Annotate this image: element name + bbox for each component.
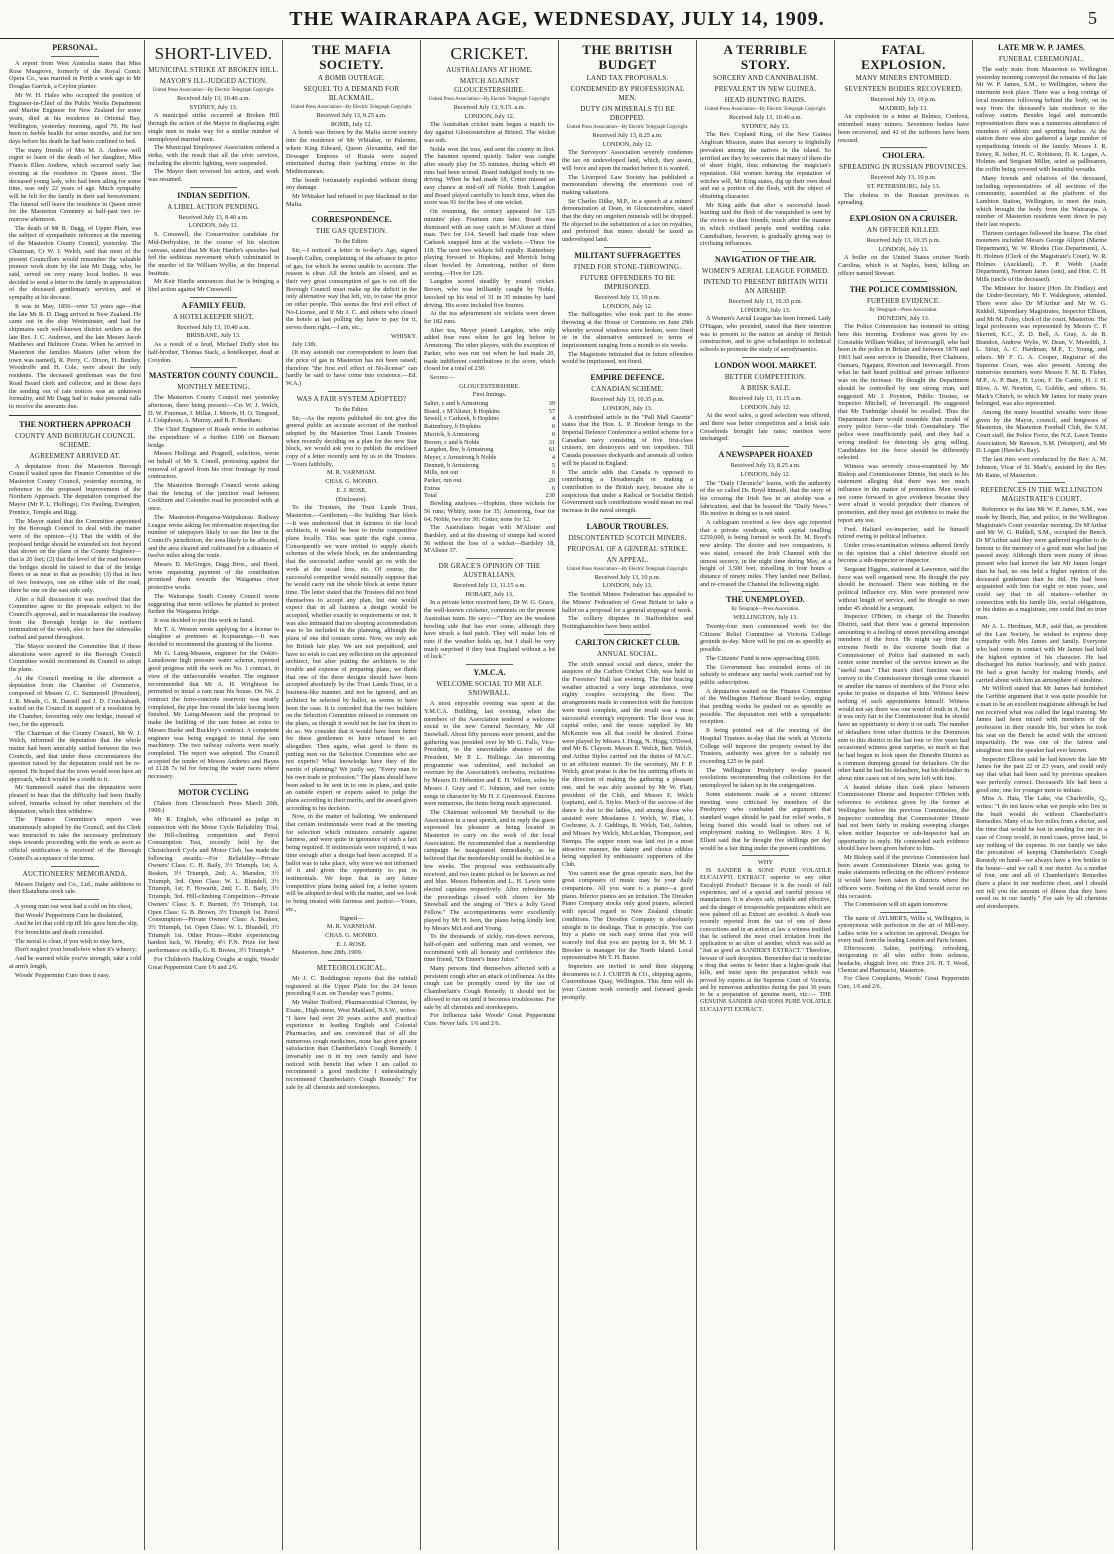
paragraph: A Women's Aerial League has been formed. Lady O'Hagan, who presided, stated that their intention was to present to the nation an airship of British construction, and to give scholarships to technical schools to promote the study of aerodynamics. (700, 315, 832, 354)
paragraph: The sixth annual social and dance, under the auspices of the Carlton Cricket Club, was held in the Foresters' Hall last evening. The fine bracing weather attracted a very large attendance, over eighty couples occupying the floor. The arrangements made in connection with the function were most complete, and the result was a most successful evening's enjoyment. The floor was in capital order, and the music supplied by Mr McKenzie was all that could be desired. Extras were played by Misses J. Hogg, N. Hogg, O'Dowd, and Mr B. Clayson. Messrs E. Welch, Bert. Welch, and Arthur Styles carried out the duties of M.'s.C. in an efficient manner. To the secretary, Mr F. P. Welch, great praise is due for his untiring efforts in the direction of making the gathering a pleasant one, and he was ably assisted by Mr W. Platt, president of the Club, and Messrs E. Welch (captain), and A. Styles. Much of the success of the dance is due to the ladies, and among those who assisted were Mesdames J. Welch, W. Platt, J. Cochrane, A. J. Giddings, B. Welch, Tait, Ashton, and Misses Ivy Welch, McLachlan, Thompson, and Stempa. The supper room was laid out in a most attractive manner, the dainty and choice edibles being supplied by enthusiastic supporters of the Club. (562, 660, 693, 868)
column-4 (420, 40, 558, 1550)
signed-label: Signed— (339, 914, 364, 922)
subhead: A LIBEL ACTION PENDING. (167, 202, 260, 211)
paragraph: For Influenza take Woods' Great Peppermint Cure. Never fails. 1/6 and 2/6. (424, 1012, 555, 1027)
column-1 (6, 40, 144, 1550)
subhead: SPREADING IN RUSSIAN PROVINCES. (839, 163, 968, 172)
dateline: ROME, July 12. (330, 120, 373, 128)
headline-ymca: Y.M.C.A. (473, 668, 506, 678)
paragraph: Mr Walter Trafford, Pharmaceutical Chemist, by Exam., High-street, West Maitland, N.S.W., writes: "I have had over 20 years active and practical experience in leading English and Colonial Pharmacies, and am convinced that of all the numerous cough medicines, none has given greater satisfaction than Chamberlain's Cough Remedy. I invariably use it in my own family and have noticed with benefit that when I am called to recommend a good medicine I unhesitatingly recommend Chamberlain's Cough Remedy." For sale by all chemists and storekeepers. (286, 999, 417, 1091)
headline-family-feud: A FAMILY FEUD. (181, 300, 246, 310)
column-2 (144, 40, 282, 1550)
paragraph: Many persons find themselves affected with a persistent cough after an attack of influenza. As this cough can be promptly cured by the use of Chamberlain's Cough Remedy, it should not be allowed to run on until it becomes troublesome. For sale by all chemists and storekeepers. (424, 965, 555, 1011)
subhead: SEQUEL TO A DEMAND FOR BLACKMAIL. (303, 85, 400, 102)
headline-indian-sedition: INDIAN SEDITION. (177, 190, 250, 200)
poem-line: And he let that cold rip till life gave him the slip, (15, 920, 139, 928)
subhead: BETTER COMPETITION. (724, 372, 807, 381)
dateline: Received July 13, 8.25 a.m. (730, 462, 801, 470)
paragraph: The Minister for Justice (Hon. Dr Findlay) and the Under-Secretary, Mr F. Waldegrave, attended. There were also Dr M'Arthur and Mr W. G. Riddell, Stipendiary Magistrates, Inspector Ellison, and Mr M. Foley, clerk of the court, Masterton. The legal profession was represented by Messrs C. P. Skerrett, K.C., Z. D. Bell, A. Gray, A. de B. Brandon, Andrew Wylie, W. Dean, V. Meredith, J. L. Stout, A. C. Hardman, M.P., T. Young, and others. Mr F. G. A. Cooper, Registrar of the Supreme Court, was also present. Among the numerous mourners were Messrs F. M. B. Fisher, M.P., A. P. Bate, H. Lyon, F. De Castro, H. J. H. Blow, A. W. Newton, G. Gobble, and others. St. Mark's Church, to which Mr James for many years belonged, was also represented. (976, 284, 1107, 408)
subhead: AN OFFICER KILLED. (866, 226, 940, 235)
headline-explosion-cruiser: EXPLOSION ON A CRUISER. (849, 214, 958, 224)
paragraph: The Scottish Miners Federation has appealed to the Miners' Federation of Great Britain to take a ballot on a proposal for a general stoppage of work. (562, 591, 693, 614)
paragraph: It was decided to put this work in hand. (154, 616, 254, 624)
subhead: AN APPEAL. (606, 555, 649, 564)
paragraph: The Citizens' Fund is now approaching £600. (706, 654, 821, 662)
dateline: LONDON, July 13. (602, 582, 653, 590)
dateline: LONDON, July 13. (878, 245, 929, 253)
paragraph: The Rev. Copland King, of the New Guinea Anglican Mission, states that sorcery is frightfully prevalent among the natives in the island. So terrified are they by sorcerers that many of them die of sheer fright, thus enhancing the magician's reputation. Old women having the reputation of witches will, Mr King states, dig up their own dead and eat a portion of the flesh, with the object of obtaining character. (700, 131, 831, 201)
to-editor: To the Editor. (334, 238, 369, 246)
dateline: LONDON, July 13. (740, 306, 791, 314)
paragraph: Noble won the toss, and sent the county in first. The batsmen opened quietly. Salter was caught after steady play for 55 minutes, during which 49 runs had been scored. Board indulged freely in on-driving. When he had made 18, Cotter missed an easy chance at mid-off off Noble. Both Langdon and Board played carefully to lunch time, when the score was 91 for the loss of one wicket. (424, 145, 555, 207)
headline-correspondence: CORRESPONDENCE. (311, 215, 392, 225)
headline-cholera: CHOLERA. (882, 151, 925, 161)
score-row: Langdon, lbw, b Armstrong 61 (424, 446, 555, 454)
paragraph: The Masterton Borough Council wrote asking that the fencing of the junction road between Cockburn and Colombo road be proceeded with at once. (148, 482, 279, 513)
dateline: LONDON, July 12. (740, 470, 791, 478)
paragraph: A heated debate then took place between Commissioner Dinnie and Inspector O'Brien with reference to evidence given by the former at Wellington before the previous Commission, the Inspector contending that Commissioner Dinnie had not been fairly in making sweeping charges when neither Inspector or sub-Inspector had an opportunity to reply. He contended such evidence should have been given before to him. (838, 783, 969, 853)
subhead: A BRISK SALE. (740, 383, 791, 392)
paragraph: Among the many beautiful wreaths were those given by the Mayor, council, and burgesses of Masterton, the Masterton Football Club, the S.M. Court staff, the Police Force, the N.Z. Lawn Tennis Association, Mr Rawson, S.M. (Westport), and Mr D. Logan (Hawke's Bay). (976, 408, 1107, 455)
dateline: DUNEDIN, July 13. (877, 314, 930, 322)
paragraph: After tea, Meyer joined Langdon, who only added four runs when he got leg before to Armstrong. The other players, with the exception of Parker, who was run out when he had made 20, made indifferent contributions to the score, which closed for a total of 230. (424, 326, 555, 373)
paragraph: The Mayor secured the Committee that if these alterations were agreed to the Borough Council Committee would recommend its Council to adopt the plans. (9, 642, 141, 673)
paragraph: The Suffragettes who took part in the stone-throwing at the House of Commons on June 29th whereby several windows were broken, were fined or in the alternative sentenced to terms of imprisonment ranging from a month to six weeks. (562, 311, 693, 350)
signature: WHISKY. (391, 332, 417, 340)
dateline: LONDON, July 12. (740, 403, 791, 411)
signature: CHAS. G. MONRO. (325, 931, 378, 939)
score-table (424, 400, 555, 500)
paragraph: The death of Mr R. Dagg, of Upper Plain, was the subject of sympathetic reference at the meeting of the Masterton County Council, yesterday. The Chairman, Cr W. J. Welch, said that most of the present Councillors would remember the valuable pioneer work done by the late Mr Dagg, who, he said, served on very many local bodies. It was decided to send a letter to the family in appreciation of the deceased gentleman's services, and of sympathy at his decease. (9, 224, 141, 302)
score-row: Mills, not out 0 (424, 469, 555, 477)
paragraph: (It may astonish our correspondent to learn that the price of gas in Masterton has not been raised; therefore "the first evil effect of No-license" can hardly be said to have come into existence.—Ed. W.A.) (286, 349, 417, 388)
subhead: COUNTY AND BOROUGH COUNCIL SCHEME. (15, 431, 135, 449)
score-row: Parker, run out 20 (424, 477, 555, 485)
headline-british-budget: THE BRITISH BUDGET (582, 42, 673, 72)
headline-northern-approach: THE NORTHERN APPROACH (19, 419, 131, 429)
dateline: Received July 13, 11.15 a.m. (729, 394, 802, 402)
paragraph: A report from West Australia states that Miss Rose Musgrove, formerly of the Royal Comic Opera Co., was married in Perth a week ago to Mr Douglas Garrick, a Ceylon planter. (9, 60, 141, 91)
poem-line: And be warned while you've strength, take a cold at arm's length, (9, 955, 141, 970)
signature: CHAS. G. MONRO. (325, 478, 378, 486)
paragraph: The Chairman of the County Council, Mr W. J. Welch, informed the deputation that the whole matter had been amicably settled between the two Councils, and that under these circumstances the question raised by the deputation could not be re-opened. He hoped that the town would soon have an approach, which would be a credit to it. (9, 729, 141, 783)
paragraph: Fred. Haliard ex-inspector, said he himself retired owing to political influence. (838, 525, 969, 541)
paragraph: A bomb was thrown by the Mafia secret society into the residence of Mr Whitaker, in Palermo, where King Edward, Queen Alexandra, and the Dowager Empress of Russia were stayed entertained during their yachting cruise in the Mediterranean. (286, 129, 417, 175)
paragraph: Now, in the matter of balloting. We understand that certain testimonials were read at the meeting for selection which ministers certainly against fairness, and were quite in ignorance of such a fact being required. If testimonials were required, it was time enough after a design had been accepted. If a ballot was to take place, why were we not informed of it and given the opportunity to put in testimonials. We hope that in any future competitive plans being asked for, a better system will be adopted to deal with the matter, and we look to being treated with fairness and justice.—Yours, etc., (286, 813, 417, 913)
paragraph: Messrs Hollings and Pragnell, solicitors, wrote on behalf of Mr S. Conoll, protesting against the removal of gravel from his river frontage by road contractors. (148, 450, 279, 481)
subhead: A BOMB OUTRAGE. (318, 74, 385, 82)
paragraph: The Magistrate intimated that in future offenders would be imprisoned, not fined. (562, 350, 693, 366)
subhead: WELCOME SOCIAL TO MR ALF. SNOWBALL. (436, 680, 543, 698)
headline-newspaper-hoaxed: A NEWSPAPER HOAXED (718, 450, 813, 460)
paragraph: Mr A. L. Herdman, M.P., said that, as president of the Law Society, he wished to express deep sympathy with Mrs James and family. Everyone who had come in contact with Mr James had held the highest opinion of his character. He had discharged his duties fearlessly, and with justice. He had a great faculty for making friends, and carried about with him an atmosphere of sunshine. (976, 622, 1107, 684)
headline-late-mr-james: LATE MR W. P. JAMES. (998, 43, 1085, 52)
headline-carlton-cricket-club: CARLTON CRICKET CLUB. (575, 637, 680, 647)
credit-line: By Telegraph—Press Association. (731, 607, 800, 613)
paragraph: The Wairarapa South County Council wrote suggesting that more willows be planted to protect further the Waiganua bridge. (148, 592, 279, 616)
dateline: Received July 13, 10.35 p.m. (866, 237, 941, 245)
subhead: LAND TAX PROPOSALS. (586, 74, 669, 82)
paragraph: Sir,—I noticed a letter in to-day's Age, signed Joseph Cullen, complaining of the advance in price of gas, for which he seems unable to account. The reason is clear. All the hotels are closed, and as their very great consumption of gas is cut off the Borough Council must make up the deficit in the only alternative way that left, viz, to raise the price on other people. This seems the first evil effect of No-License, and if Mr J. C. and others who closed the hotels at last polling day have to pay for it, serves them right.—I am, etc., (286, 247, 417, 332)
scores-team: GLOUCESTERSHIRE. (459, 382, 520, 390)
dateline: BRISBANE, July 13. (186, 332, 241, 340)
paragraph: Twenty-four men commenced work for the Citizens' Relief Committee at Victoria College grounds to-day. More will be put on as speedily as possible. (700, 623, 831, 654)
paragraph: To the Trustees, the Trust Lands Trust, Masterton.—Gentlemen,—Re building Star block—It was understood that in fairness to the local architects, it would be best to invite competitive plans locally. This was quite the right course. Consequently we were invited to supply sketch schemes of the whole block, on the understanding that the successful author would go on with the work at the usual fees, etc. Of course, the successful competitor would naturally suppose that he would carry out the whole block at some future time. The letter stated that the Trustees did not bind themselves to accept any plan, but one would expect that in all fairness a design would be accepted, whether exactly to requirements or not. It was also intimated that no sleeping accommodation was to be included in the planning, although the plans of one did contain some. Now, we only ask for British fair play. We are not prejudiced, and have no wish to cast any reflection on the appointed architect, but after putting the architects to the trouble and expense of preparing plans, we think that one of the three designs should have been accepted absolutely by the Trust Lands Trust, in a business-like manner, and not be ignored, and an architect be selected by ballot, as seems to have been the case. It is conceded that the two builders on the Selection Committee refused to comment on the plans, as though it would not be fair for them to do so. We consider that it would have been better for these gentlemen to have refused to act altogether. Then again, what good is there in putting men on the Selection Committee who are not experts? What knowledge have they of the merits of planning? We justly say, "Every man to his own trade or profession." The plans should have been asked to be sent in to one in plans, and quite an outside expert or experts asked to judge the plans according to their merits, and the award given according to his decision. (286, 504, 417, 812)
advertisement: For Chest Complaints, Woods' Great Peppermint Cure, 1/6 and 2/6. (838, 976, 969, 990)
headline-empire-defence: EMPIRE DEFENCE. (590, 373, 665, 383)
poem-line: A young man out west had a cold on his chest, (15, 902, 132, 910)
paragraph: A deputation waited on the Finance Committee of the Wellington Harbour Board to-day, urging that pending works be pushed on as speedily as possible. The deputation met with a sympathetic reception. (700, 687, 831, 726)
paragraph: At the Council meeting in the afternoon a deputation from the Chamber of Commerce, composed of Messrs G. C. Summerell (President), J. R. Meade, G. R. Daniell and J. D. Cruickshank, waited on the Council in support of a resolution by the Chamber, favouring only one bridge, instead of two, for the approach. (9, 674, 141, 728)
paragraph: The Mayor then reversed his action, and work was resumed. (148, 168, 279, 184)
subhead: SEVENTEEN BODIES RECOVERED. (844, 85, 963, 93)
dateline: HOBART, July 13. (465, 590, 514, 598)
score-row: Salter, c and b Armstrong 39 (424, 400, 555, 408)
paragraph: The Police Commission has resumed its sitting here this morning. Evidence was given by ex-Constable William Walker, of Invercargill, who had been in the police in Britain and between 1878 and 1903 had seen service in Dunedin, Port Chalmers, Oamaru, Ngapara, Riverton and Invercargill. From what he had heard political and private influence was on the increase. He thought the Department should be controlled by one strong man, and suggested Mr J. Poynton, Public Trustee, or Inspector Mitchell, of Invercargill. He suggested that Mr Tunbridge should be recalled. Thus the Department there would resemble that model of every police force—the Irish Constabulary. The police were insufficiently paid, and they had a wrong method for detecting sly grog selling. Candidates for the force should be differently selected. (838, 323, 969, 462)
credit-line: United Press Association—By Electric Telegraph Copyright. (566, 125, 689, 130)
subhead: FURTHER EVIDENCE. (866, 296, 941, 305)
dateline: LONDON, July 12. (464, 112, 515, 120)
paragraph: The Masterton-Pongaroa-Waipukurau Railway League wrote asking for information respecting the number of ratepayers likely to use the line in the Council's jurisdiction, the area likely to be affected, and the area cleared and cultivated for a distance of twelve miles along the route. (148, 513, 279, 560)
paragraph: Sergeant Higgins, stationed at Lawrence, said the force was well organised now. He thought the pay should be increased. There was nothing in the political influence cry. Men were promoted now without length of service, and he thought no man under 45 should be a sergeant. (838, 566, 969, 612)
dateline: SYDNEY, July 13. (189, 103, 238, 111)
masthead-title: THE WAIRARAPA AGE, WEDNESDAY, JULY 14, 1909. (289, 7, 825, 30)
dateline: Received July 13, 10 p.m. (870, 174, 937, 182)
paragraph: It being pointed out at the meeting of the Hospital Trustees to-day that the work at Victoria College will improve the property owned by the Trustees, authority was given for a subsidy not exceeding £25 to be paid. (700, 727, 831, 765)
paragraph: The Masterton County Council met yesterday afternoon, there being present:—Crs W. J. Welch, D. W. Foreman, J. Millar, J. Morris, H. O. Tongood, J. Colquhoun, A. Murray, and R. F. Beetham. (148, 394, 279, 425)
credit-line: United Press Association—By Electric Telegraph Copyright. (152, 88, 275, 93)
paragraph: The Finance Committee's report was unanimously adopted by the Council, and the Clerk was instructed to take the necessary preliminary steps towards proceeding with the work as soon as official notification is received of the Borough Council's acceptance of the terms. (9, 816, 141, 862)
score-row: Rattenbury, b Hopkins 0 (424, 423, 555, 431)
headline-auctioneers: AUCTIONEERS' MEMORANDA. (22, 869, 128, 878)
paragraph: Mr W. H. Hales who occupied the position of Engineer-in-Chief of the Public Works Department and Marine Engineer for New Zealand for some years, died at his residence in Oriental Bay, Wellington, yesterday morning, aged 79. He had been in feeble health for some months, and for ten days before his death he had been confined to bed. (9, 91, 141, 146)
paragraph: The Liverpool Law Society has published a memorandum showing the enormous cost of making valuations. (562, 173, 693, 196)
paragraph: A municipal strike occurred at Broken Hill through the action of the Mayor in displacing eight single men to make way for a similar number of unemployed married men. (148, 112, 279, 143)
paragraph: As a result of a feud, Michael Duffy shot his half-brother, Thomas Stack, a hotelkeeper, dead at Croydon. (148, 341, 279, 364)
credit-line: United Press Association—By Electric Telegraph Copyright. (428, 97, 551, 102)
score-row: Dennett, b Armstrong 5 (424, 461, 555, 469)
score-row: Extras 6 (424, 484, 555, 492)
subhead: FINED FOR STONE-THROWING. (573, 262, 682, 271)
score-row: Merrick, b Armstrong 0 (424, 430, 555, 438)
paragraph: A cablegram received a few days ago reported that a private syndicate, with capital totalling £250,000, is being formed to work Dr. M. Boyd's new airship. The doctor and two companions, it was stated, crossed the Irish Channel with the utmost secrecy, in the night time during May, at a height of 3,500 feet, travelling in four hours a distance of ninety miles. They landed near Belfast, and re-crossed the Channel the following night. (700, 519, 831, 588)
subhead: MATCH AGAINST GLOUCESTERSHIRE. (454, 77, 525, 94)
paragraph: The Mayor stated that the Committee appointed by the Borough Council to deal with the matter were of the opinion—(1) That the width of the proposed bridge should be extended six feet beyond that shown on the plans of the County Engineer—that is 20 feet; (2) that the level of the road between the bridges should be raised to that of the bridge floors or as near to that as possible; (3) that in lieu of two footways, one on either side of the road, there be one on the east side only. (9, 517, 141, 594)
paragraph: Mr T. A. Weston wrote applying for a license to slaughter at premises at Kopuaranga.—It was decided to recommend the granting of the license. (148, 625, 279, 649)
scores-label: Scores:— (430, 373, 455, 381)
paragraph: Under cross-examination witness adhered firmly to the opinion that a chief detective should not become a sub-inspector or inspector. (838, 541, 969, 565)
headline-militant-suffragettes: MILITANT SUFFRAGETTES (574, 250, 681, 260)
subhead: MONTHLY MEETING. (177, 383, 250, 392)
dateline: Received July 13, 8.25 a.m. (316, 112, 387, 119)
headline-police-commission: THE POLICE COMMISSION. (849, 284, 958, 294)
headline-london-wool-market: LONDON WOOL MARKET. (714, 360, 817, 370)
paragraph: Mr Whitaker had refused to pay blackmail to the Mafia. (286, 193, 417, 208)
paragraph: Mr J. C. Boddington reports that the rainfall registered at the Upper Plain for the 24 hours preceding 9 a.m. on Tuesday was 7 points. (286, 975, 417, 998)
headline-labour-troubles: LABOUR TROUBLES. (586, 521, 669, 531)
subhead: PROPOSAL OF A GENERAL STRIKE. (567, 544, 688, 553)
dateline: WELLINGTON, July 13. (733, 614, 798, 622)
column-3 (282, 40, 420, 1550)
dateline: LONDON, July 12. (602, 302, 653, 310)
enclosure-label: (Enclosure). (336, 495, 367, 503)
subhead: A HOTELKEEPER SHOT. (173, 312, 254, 321)
subhead: WOMEN'S AERIAL LEAGUE FORMED. (701, 266, 830, 275)
paragraph: Reference to the late Mr W. P. James, S.M., was made by Bench, Bar, and police, in the Wellington Magistrate's Court yesterday morning. Dr M'Arthur and Mr W. G. Riddell, S.M., occupied the Bench. Dr M'Arthur said they were gathered together to do honour to the memory of a good man who had just passed away. Although there were many of those present who had known the late Mr James longer than he had, no one held a higher opinion of the deceased gentleman than he did. He had been acquainted with him for eight or nine years, and could say that in all matters—whether in connection with his family life, social obligations, or his duties as a magistrate, one could find no truer man. (976, 506, 1107, 622)
subhead: AUSTRALIANS AT HOME. (446, 66, 533, 74)
paragraph: Sir Charles Dilke, M.P., in a speech at a miners' demonstration at Dean, in Gloucestershire, stated that the duty on ungotten minerals will be dropped. He objected to the substitution of a tax on royalties, and preferred that mines should be taxed as undeveloped land. (562, 197, 693, 244)
headline-navigation-air: NAVIGATION OF THE AIR. (714, 254, 817, 264)
paragraph: The early train from Masterton to Wellington yesterday morning conveyed the remains of the late Mr W. P. James, S.M., to Wellington, where the interment took place. There was a long cortège of local mourners following behind the body, on its way from the deceased's late residence to the railway station. Besides legal and mercantile representatives there was a numerous attendance of members of athletic and sporting bodies. At the station there was also gathered a large number of sympathising friends of the family. Messrs J. R. Eeney, R. Iether, H. C. Robinson, D. K. Logan, A. Holmes and Sergeant Miller, acted as pallbearers, the coffin being covered with beautiful wreaths. (976, 66, 1107, 174)
paragraph: The Chairman welcomed Mr Snowball to the Association in a neat speech, and in reply the guest expressed his pleasure at being located in Masterton to carry on the work of the local Association. He recommended that a membership campaign be inaugurated immediately, as he believed that the membership could be doubled in a few weeks. The proposal was enthusiastically received, and two teams picked to be known as red and blue. Messrs Hebenton and L. H. Lewis were elected captains respectively. After refreshments the proceedings closed with cheers for Mr Snowball and the singing of "He's a Jolly Good Fellow." The accompaniments were excellently played by Mr H. Ison, the piano being kindly lent by Messrs McLeod and Young. (424, 808, 555, 932)
signature: M. R. VARNHAM. (326, 923, 377, 931)
paragraph: Some statements made at a recent citizens' meeting were criticised by members of the Presbytery who combated the argument that standard wages should be paid for relief works, it being feared this would lead to others out of employment rushing to Wellington. Rev. J. K. Elliott said that he thought five shillings per day would be a fair thing under the present conditions. (700, 790, 831, 852)
subhead: FUNERAL CEREMONIAL. (998, 55, 1085, 63)
dateline: Received July 13, 10.35 p.m. (590, 396, 665, 404)
score-total: Total 230 (424, 492, 555, 500)
paragraph: The "Daily Chronicle" learns, with the authority of the so called Dr. Boyd himself, that the story of his crossing the Irish Sea in an airship was a fabrication, and that he hoaxed the "Daily News." His motive in doing so is not stated. (700, 479, 831, 518)
paragraph: The Government has extended terms of its subsidy to embrace any useful work carried out by public subscription. (700, 663, 831, 686)
paragraph: Mr Bishop said if the previous Commission had been aware Commissioner Dinnie was going to make statements reflecting on the officers' evidence it would have been taken in districts where the officers were. Nothing of the kind would occur on this occasion. (838, 854, 969, 900)
dateline: MADRID, July 13. (879, 104, 928, 112)
masthead (0, 0, 1114, 39)
headline-personal: PERSONAL. (52, 43, 98, 52)
paragraph: Mr R. English, who officiated as judge in connection with the Motor Cycle Reliability Trial, the Hill-climbing competition and Petrol Consumption Test, recently held by the Christchurch Cycle and Motor Club, has made the following awards:—For Reliability—Private Owners' Class: C. H. Baily, 3½ Triumph, 1st; A. Beaken, 3½ Triumph, 2nd; A. Marsden, 3½ Triumph, 3rd. Open Class: W. L. Blundell, 3½ Triumph, 1st; F. Howarth, 2nd; C. E. Baily, 3½ Triumph, 3rd. Hill-climbing Competition—Private Owners' Class: S. F. Burnett, 3½ Triumph, 1st. Open Class: G. B. Brown, 3½ Triumph 1st. Petrol Consumption—Private Owners' Class: A. Beaken, 3½ Triumph, 1st. Open Class: W. L. Blundell, 3½ Triumph 1st. Other Prizes—Rider experiencing hardest luck, W. Hendry, 4½ F.N. Prize for best performance on hills, G. B. Brown, 3½ Triumph.* (148, 816, 279, 955)
column-8 (972, 40, 1110, 1550)
paragraph: Thirteen carriages followed the hearse. The chief mourners included Messrs George Allport (Marine Department), W. W. Rhodes (Tax Department), A. H. Holmes (Clerk of the Magistrate's Court), W. R. Holmes (Auckland), F. P. Webb (Audit Department), Norman James (son), and Hon. C. H. Mills (uncle of the deceased). (976, 229, 1107, 283)
headline-mafia-society: THE MAFIA SOCIETY. (311, 42, 392, 72)
dateline: SYDNEY, July 13. (741, 122, 790, 130)
subhead: MUNICIPAL STRIKE AT BROKEN HILL. (148, 66, 279, 74)
subhead: INTEND TO PRESENT BRITAIN WITH AN AIRSHIP. (703, 277, 828, 295)
score-row: Board, c M'Alister, b Hopkins 57 (424, 407, 555, 415)
scores-innings: First Innings. (472, 391, 507, 399)
headline-unemployed: THE UNEMPLOYED. (726, 595, 805, 605)
paragraph: The cholera in the Russian provinces is spreading. (838, 191, 969, 207)
poem-line: For bronchitis and death coincided. (15, 929, 105, 937)
column-7 (834, 40, 972, 1550)
signature: M. R. VARNHAM. (326, 469, 377, 477)
subhead: HEAD HUNTING RAIDS. (724, 96, 807, 104)
paragraph: Inspector Ellison said he had known the late Mr James for the past 22 or 23 years, and could only say that what had been said by previous speakers was perfectly correct. Deceased's life had been a good one; one for younger men to imitate. (976, 755, 1107, 794)
subhead: THE GAS QUESTION. (315, 227, 388, 236)
paragraph: It was in May, 1856—over 53 years ago—that the late Mr R. D. Dagg arrived in New Zealand. He came out in the ship Westminster, and had for shipmates such well-known district settlers as the late Rev. J. C. Andrews, and the late Messrs Jacob Matthews and Helmore Crane. When he arrived in Masterton the families Masters (after whom the town was named), R. Perry, C. Dixon, H. Bentley, Woodroffe and H. Cole, were about the only residents. The deceased gentleman was the first Road Board clerk and collector, and in those days the sending out of rate notices was an unknown formality, and Mr Dagg had to make personal calls to receive the amounts due. (9, 302, 141, 410)
paragraph: At the wool sales, a good selection was offered, and there was better competition and a brisk sale. Crossbreds brought late rates; merinos were unchanged. (700, 412, 831, 443)
signature: E. J. ROSE. (336, 940, 367, 948)
headline-fair-system: WAS A FAIR SYSTEM ADOPTED? (296, 394, 407, 403)
subhead: CANADIAN SCHEME. (591, 385, 664, 394)
paragraph: Mr G. Laing-Meason, engineer for the Ookiri-Lansdowne high pressure water scheme, reported good progress with the work on No. 1 contract, in view of the unfavourable weather. The engineer recommended that Mr A. H. Wrightson be permitted to instal a ram near his house. On No. 2 contract the ferro-concrete reservoir was nearly completed, the pipe line round the lake having been finished. Mr Laing-Meason said the proposal to make the building of the ram house an extra to Messrs Burke and Buckley's contract. A competent engineer was being engaged to instal the ram machinery. The two railway culverts were nearly completed. The report was adopted. The Council accepted the tender of Messrs Andrews and Hayes of £128 7s 6d for fencing the water races where necessary. (148, 649, 279, 781)
subhead: DISCONTENTED SCOTCH MINERS. (568, 533, 687, 542)
paragraph: Messrs Dalgety and Co., Ltd., make additions to their Ekatahuna stock sale. (9, 880, 141, 896)
dateline: Received July 13, 11.15 a.m. (453, 582, 526, 590)
score-row: Sewell, c Carkeek, b Hopkins 4 (424, 415, 555, 423)
paragraph: The Surveyors' Association severely condemns the tax on undeveloped land, which, they assert, will force and upon the market before it is wanted. (562, 149, 693, 172)
paragraph: To the thousands of sickly, run-down nervous, half-of-pain and suffering man and women, we recommend with all honesty and confidence this time friend, "Dr Ennor's Inner Juice." (424, 933, 555, 964)
poem-line: Don't neglect your breath-box when it's wheezy; (15, 946, 137, 954)
headline-cricket: CRICKET. (450, 44, 529, 63)
headline-grace-opinion: DR GRACE'S OPINION OF THE AUSTRALIANS. (438, 562, 541, 580)
paragraph: Inspector O'Brien, in charge of the Dunedin District, said that there was a general impression amounting to a feeling of unrest prevailing amongst members of the force. He might say from the extreme North to the extreme South that a Commissioner of Police had stationed in each centre some member of the service known as the "useful man." That man's chief function was to convey to the Commissioner through some channel or another the names of members of the Force who spoke in praise or disparise of him. Witness knew nothing of such appointments himself. Witness would not say there was one word of truth in it, but it was only fair to the Commissioner that he should have an opportunity to deny it on oath. The number of defaulters from other districts in the Dominion sent to this district in the last four or five years had occasioned witness great surprise, so much so that he had begun to look upon the Dunedin District as a common dumping ground for defaulters. On the other hand he had his defaulters, but his defaulter in about nine cases out of ten, were left with him. (838, 613, 969, 783)
subhead: MAYOR'S ILL-JUDGED ACTION. (159, 77, 268, 85)
paragraph: (Taken from Christchurch Press March 20th, 1909.) (148, 799, 279, 815)
subhead: PREVALENT IN NEW GUINEA. (714, 85, 817, 93)
headline-masterton-county-council: MASTERTON COUNTY COUNCIL. (148, 371, 279, 381)
paragraph: Mr King adds that after a successful head-hunting raid the flesh of the vanquished is sent by the victors to their friends, much after the manner in which civilised people send wedding cake. Cannibalism, however, is gradually giving way to civilising influences. (700, 201, 831, 248)
paragraph: The Wellington Presbytery to-day passed resolutions recommending that collections for the unemployed be taken up in the congregations. (700, 766, 831, 790)
paragraph: The Municipal Employees' Association ordered a strike, with the result that all the civic services, including the electric lighting, were suspended. (148, 144, 279, 167)
credit-line: United Press Association—By Electric Telegraph Copyright. (566, 566, 689, 572)
paragraph: After a full discussion it was resolved that the Committee agree to the proposals subject to the Council's approval, and to macadamise the roadway from the Borough bridge to the northern termination of the work, also to have the sidewalks curbed and paved throughout. (9, 595, 141, 642)
poem-line: But Woods' Peppermint Cure he disdained, (15, 911, 124, 919)
dateline: Received July 13, 10.40 a.m. (176, 95, 251, 102)
dateline: Received July 13, 10.35 p.m. (728, 297, 803, 305)
credit-line: United Press Association—By Electric Telegraph Copyright. (290, 105, 413, 110)
paragraph: Importers are invited to send their shipping documents to J. J. CURTIS & CO., shipping agents, Customhouse Quay, Wellington. This firm will do your Custom work correctly and forward goods promptly. (562, 963, 693, 1001)
paragraph: The Chief Engineer of Roads wrote to authorise the expenditure of a further £100 on Burnam bridge. (148, 426, 279, 449)
paragraph: The Australian cricket team began a match to-day against Gloucestershire at Bristol. The wicket was soft. (424, 121, 555, 144)
paragraph: Sir,—As the reports published do not give the general public an accurate account of the method adopted by the Masterton Trust Lands Trustees when recently deciding on a plan for the new Star block, we would ask you to publish the enclosed copy of a letter recently sent by us to the Trustees.—Yours faithfully, (286, 414, 417, 468)
dateline: Received July 13, 8.40 a.m. (178, 213, 249, 221)
score-row: Meyer, c Armstrong b Noble 4 (424, 453, 555, 461)
headline-motor-cycling: MOTOR CYCLING (178, 787, 249, 797)
paragraph: Mr Wilford stated that Mr James had furnished the Gerbbie argument that it was quite possible for a man to be an excellent magistrate although he had not received what was called the legal training. Mr James had been mixed with members of the profession in their outside life, but when he took his seat on the Bench he acted with the strictest impartiality. He was one of the fairest and straightest men the speaker had ever known. (976, 685, 1107, 755)
headline-fatal-explosion: FATAL EXPLOSION. (861, 42, 946, 72)
advert-heading: WHY (757, 859, 774, 867)
score-row: Brown, c and b Noble 31 (424, 438, 555, 446)
headline-terrible-story: A TERRIBLE STORY. (723, 42, 808, 72)
subhead: CONDEMNED BY PROFESSIONAL MEN. (570, 85, 685, 102)
paragraph: Miss A. Hata, The Lake, via Charleville, Q., writes: "I do not know what we people who live in the bush would do without Chamberlain's Remedies. Many of us live miles from a doctor, and the time that would be lost in sending for one in a case of Croup would, in most cases, prove fatal, to say nothing of the expense. In our family we take the precaution of keeping Chamberlain's Cough Remedy on hand—we always have a few bottles in the house—and we call it our doctor. As a mother of four, one and all of Chamberlain's Remedies (have a place in our medicine chest, and I should not tell you the amount of illness that they have saved us in our family." For sale by all chemists and storekeepers. (976, 795, 1107, 911)
column-5 (558, 40, 696, 1550)
paragraph: In a private letter received here, Dr W. G. Grace, the well-known cricketer, comments on the present Australian team. He says:—"They are the weakest bowling side that has ever come, although they have struck a bad patch. They will make lots of runs if the weather holds up, but I shall be very much surprised if they beat England without a lot of luck." (424, 599, 555, 661)
headline-meteorological: METEOROLOGICAL. (316, 964, 387, 973)
to-editor: To the Editor. (334, 405, 369, 413)
paragraph: The last rites were conducted by the Rev. A. M. Johnson, Vicar of St. Mark's, assisted by the Rev. Mr Raine, of Masterton. (976, 456, 1107, 479)
subhead: FUTURE OFFENDERS TO BE IMPRISONED. (580, 273, 675, 291)
subhead: AGREEMENT ARRIVED AT. (29, 451, 121, 460)
paragraph: Witness was severely cross-examined by Mr Bishop and Commissioner Dinnie, but stuck to his statement alleging that there was too much influence in the matter of promotion. Men would not come forward to give evidence because they were afraid it would prejudice their chances of promotion, and they must get evidence to make the report any use. (838, 462, 969, 524)
letter-date: July 13th. (292, 340, 317, 348)
advertisement: The name of AYLMER'S, Willis st, Wellington, is synonymous with perfection in the art of Mill-nery. Ladies write for a selection on approval. Designs for every mail from the leading London and Paris houses. (838, 915, 969, 944)
dateline: Received July 13, 10 p.m. (594, 573, 661, 581)
poem-line: The moral is clear, if you wish to stay here, (15, 937, 125, 945)
paragraph: On resuming, the century appeared for 125 minutes' play. Fourteen runs later, Board was dismissed with an easy catch to M'Alister at third man. Two for 114. Sewell had made four when Carkeek snapped him at the wickets.—Three for 118. The next two wickets fell rapidly. Rattenbury playing forward to Hopkins, and Merrick being clean bowled by Armstrong, neither of them scoring.—Five for 129. (424, 208, 555, 277)
paragraph: At the tea adjournment six wickets were down for 182 runs. (424, 310, 555, 325)
paragraph: The Australians began with M'Alister and Bardsley, and at the drawing of stumps had scored 56 without the loss of a wicket—Bardsley 18, M'Alister 37. (424, 524, 555, 555)
paragraph: You cannot near the great operatic stars, but the great composers of music may be your daily companions. All you want is a piano—a good piano. Inferior pianos are an irritation. The Dresden Piano Company stocks only good pianos, selected with special regard to New Zealand climatic conditions. The Dresden Company is absolutely straight in its dealings. That is principle. You can buy a piano on such easy terms that you will scarcely feel that you are paying for it. Mr M. J. Brooker is manager for the North Island. Local representative Mr T. H. Baxter. (562, 869, 693, 962)
dateline: Received July 13, 10 p.m. (594, 293, 661, 301)
page-number: 5 (1088, 8, 1098, 28)
headline-references-court: REFERENCES IN THE WELLINGTON MAGISTRATE'S COURT. (980, 486, 1103, 504)
paragraph: Messrs D. McGregor, Dagg Bros., and Hood, wrote requesting payment of the contribution promised them towards the Waiganua river protective works. (148, 561, 279, 592)
subhead: ANNUAL SOCIAL. (597, 649, 658, 658)
paragraph: The colliery disputes in Staffordshire and Nottinghamshire have been settled. (562, 615, 693, 630)
dateline: Received July 13, 9.15. a.m. (453, 104, 526, 111)
paragraph: A deputation from the Masterton Borough Council waited upon the Finance Committee of the Masterton County Council, yesterday morning, in reference to the proposed improvement of the Northern Approach. The deputation comprised the Mayor (Mr P. L. Hollings), Crs Pauling, Ewington, Prentice, Temple and Rigg. (9, 462, 141, 516)
headline-short-lived: SHORT-LIVED. (154, 44, 273, 63)
advertisement: IS SANDER & SONS' PURE VOLATILE EUCALYPTI EXTRACT superior to any other Eucalypti Product? Because it is the result of full experience, and of a special and careful process of manufacture. It is always safe, reliable and effective, and the danger of irresponsible preparations which are now palmed off as Extract are avoided. A death was recently reported from the use of one of these concoctions and in an action at law a witness testified that he suffered the most cruel irritation from the application to an ulcer of another, which was sold as "Just as good as SANDER'S EXTRACT." Therefore, beware of such deception. Remember that in medicine a drug that seems to better than a higher-grade that kills, and insist upon the preparation which was proved by experts at the Supreme Court of Victoria, and by numerous authorities during the past 30 years to be a preparation of genuine merit, viz.:— THE GENUINE SANDER AND SONS PURE VOLATILE EUCALYPTI EXTRACT. (700, 868, 831, 1013)
dateline: ST. PETERSBURG, July 13. (866, 182, 941, 190)
advertisement: Effervescent Saline, purifying, refreshing, invigorating to all who suffer from sickness, headache, sluggish liver, etc. Price 2/6. H. T. Wood, Chemist and Pharmacist, Masterton. (838, 946, 969, 975)
columns (6, 40, 1110, 1550)
paragraph: The many friends of Mrs M. A. Andrew will regret to learn of the death of her daughter, Miss Francis Ellen Andrew, which occurred early last evening at the residence in Queen street. The deceased young lady, who had been ailing for some time, was only 22 years of age. Much sympathy will be felt for the family in their sad bereavement. The funeral will leave the residence in Queen street for the Masterton Cemetery at half-past two to-morrow afternoon. (9, 146, 141, 224)
paragraph: Bowling analyses.—Hopkins, three wickets for 56 runs; Whitty, none for 35; Armstrong, four for 64; Noble, two for 30; Cotter, none for 12. (424, 500, 555, 523)
paragraph: An explosion in a mine at Belmez, Cordova, entombed many miners. Seventeen bodies have been recovered, and 42 of the sufferers have been rescued. (838, 113, 969, 144)
dateline: Received July 13, 8.25 a.m. (592, 132, 663, 139)
paragraph: The article adds that Canada is opposed to contributing a Dreadnought or making a contribution to the British navy, because she is suspicious that under a Radical or Socialist British Government such contributions would mean no real increase in the naval strength. (562, 468, 693, 515)
dateline: LONDON, July 12. (602, 140, 653, 148)
dateline: Received July 13, 10 p.m. (870, 96, 937, 103)
paragraph: A boiler on the United States cruiser North Carolina, which is at Naples, burst, killing an officer named Stewart. (838, 254, 969, 277)
paragraph: A contributed article in the "Pall Mall Gazette" states that the Hon. L. P. Brodeur brings to the Imperial Defence Conference a settled scheme for a Canadian navy consisting of five first-class cruisers, ten destroyers and ten torpedoes. Till Canada possesses dockyards and arsenals all orders will be placed in England. (562, 413, 693, 467)
paragraph: S. Cresswell, the Conservative candidate for Mid-Derbyshire, in the course of his election canvass, stated that Mr Keir Hardie's speeches had fed the seditious movement which culminated in the murder of Sir William Wyllie, at the Imperial Institute. (148, 231, 279, 277)
paragraph: Mr Summerell stated that the deputation were pleased to hear that the difficulty had been finally solved, remarks echoed by other members of the deputation, which then withdrew. (9, 784, 141, 815)
signature: E. J. ROSE. (336, 486, 367, 494)
paragraph: The Commission will sit again tomorrow. (844, 901, 949, 909)
paragraph: A most enjoyable evening was spent at the Y.M.C.A. Building, last evening, when the members of the Association tendered a welcome social to the new General Secretary, Mr Alf Snowball. About fifty persons were present, and the gathering was presided over by Mr G. Falls, Vice-President, in the unavoidable absence of the President, Mr P. L. Hollings. An interesting programme was submitted, and included an overture by the Association's orchestra, recitations by Messrs D. Hebenton and E. H. Wilson, solos by Messrs J. Gray and C. Johnson, and two comic songs in character by Mr H. J. Greenwood. Encores were numerous, the items being much appreciated. (424, 700, 555, 808)
paragraph: The bomb fortunately exploded without doing any damage. (286, 176, 417, 192)
column-6 (696, 40, 834, 1550)
paragraph: Langdon scored steadily by sound cricket. Brown, who was brilliantly caught by Noble, knocked up his total of 31 in 35 minutes by hard driving. His score included five fourers. (424, 278, 555, 309)
credit-line: United Press Association—By Electric Telegraph Copyright. (704, 107, 827, 112)
poem-line: Woods' Peppermint Cure does it easy. (15, 971, 111, 979)
dateline: Received July 13, 10.40 a.m. (176, 323, 251, 331)
dateline: LONDON, July 13. (602, 404, 653, 412)
dateline: LONDON, July 12. (188, 222, 239, 230)
paragraph: For Children's Hacking Coughs at night, Woods' Great Peppermint Cure 1/6 and 2/6. (148, 955, 279, 971)
dateline: Received July 13, 10.40 a.m. (728, 114, 803, 121)
letter-date: Masterton, June 28th, 1909. (292, 949, 363, 957)
credit-line: By Telegraph—Press Association. (869, 307, 938, 313)
subhead: SORCERY AND CANNIBALISM. (712, 74, 819, 82)
subhead: DUTY ON MINERALS TO BE DROPPED. (580, 105, 675, 122)
subhead: MANY MINERS ENTOMBED. (855, 74, 952, 82)
paragraph: Many friends and relatives of the deceased, including representatives of all sections of the community, assembled at the platform of the Lambton Station, Wellington, to meet the train, which brought the body from the Wairarapa. A number of Masterton residents went down to pay their last respects. (976, 174, 1107, 229)
paragraph: Mr Keir Hardie announces that he is bringing a libel action against Mr Cresswell. (148, 278, 279, 294)
